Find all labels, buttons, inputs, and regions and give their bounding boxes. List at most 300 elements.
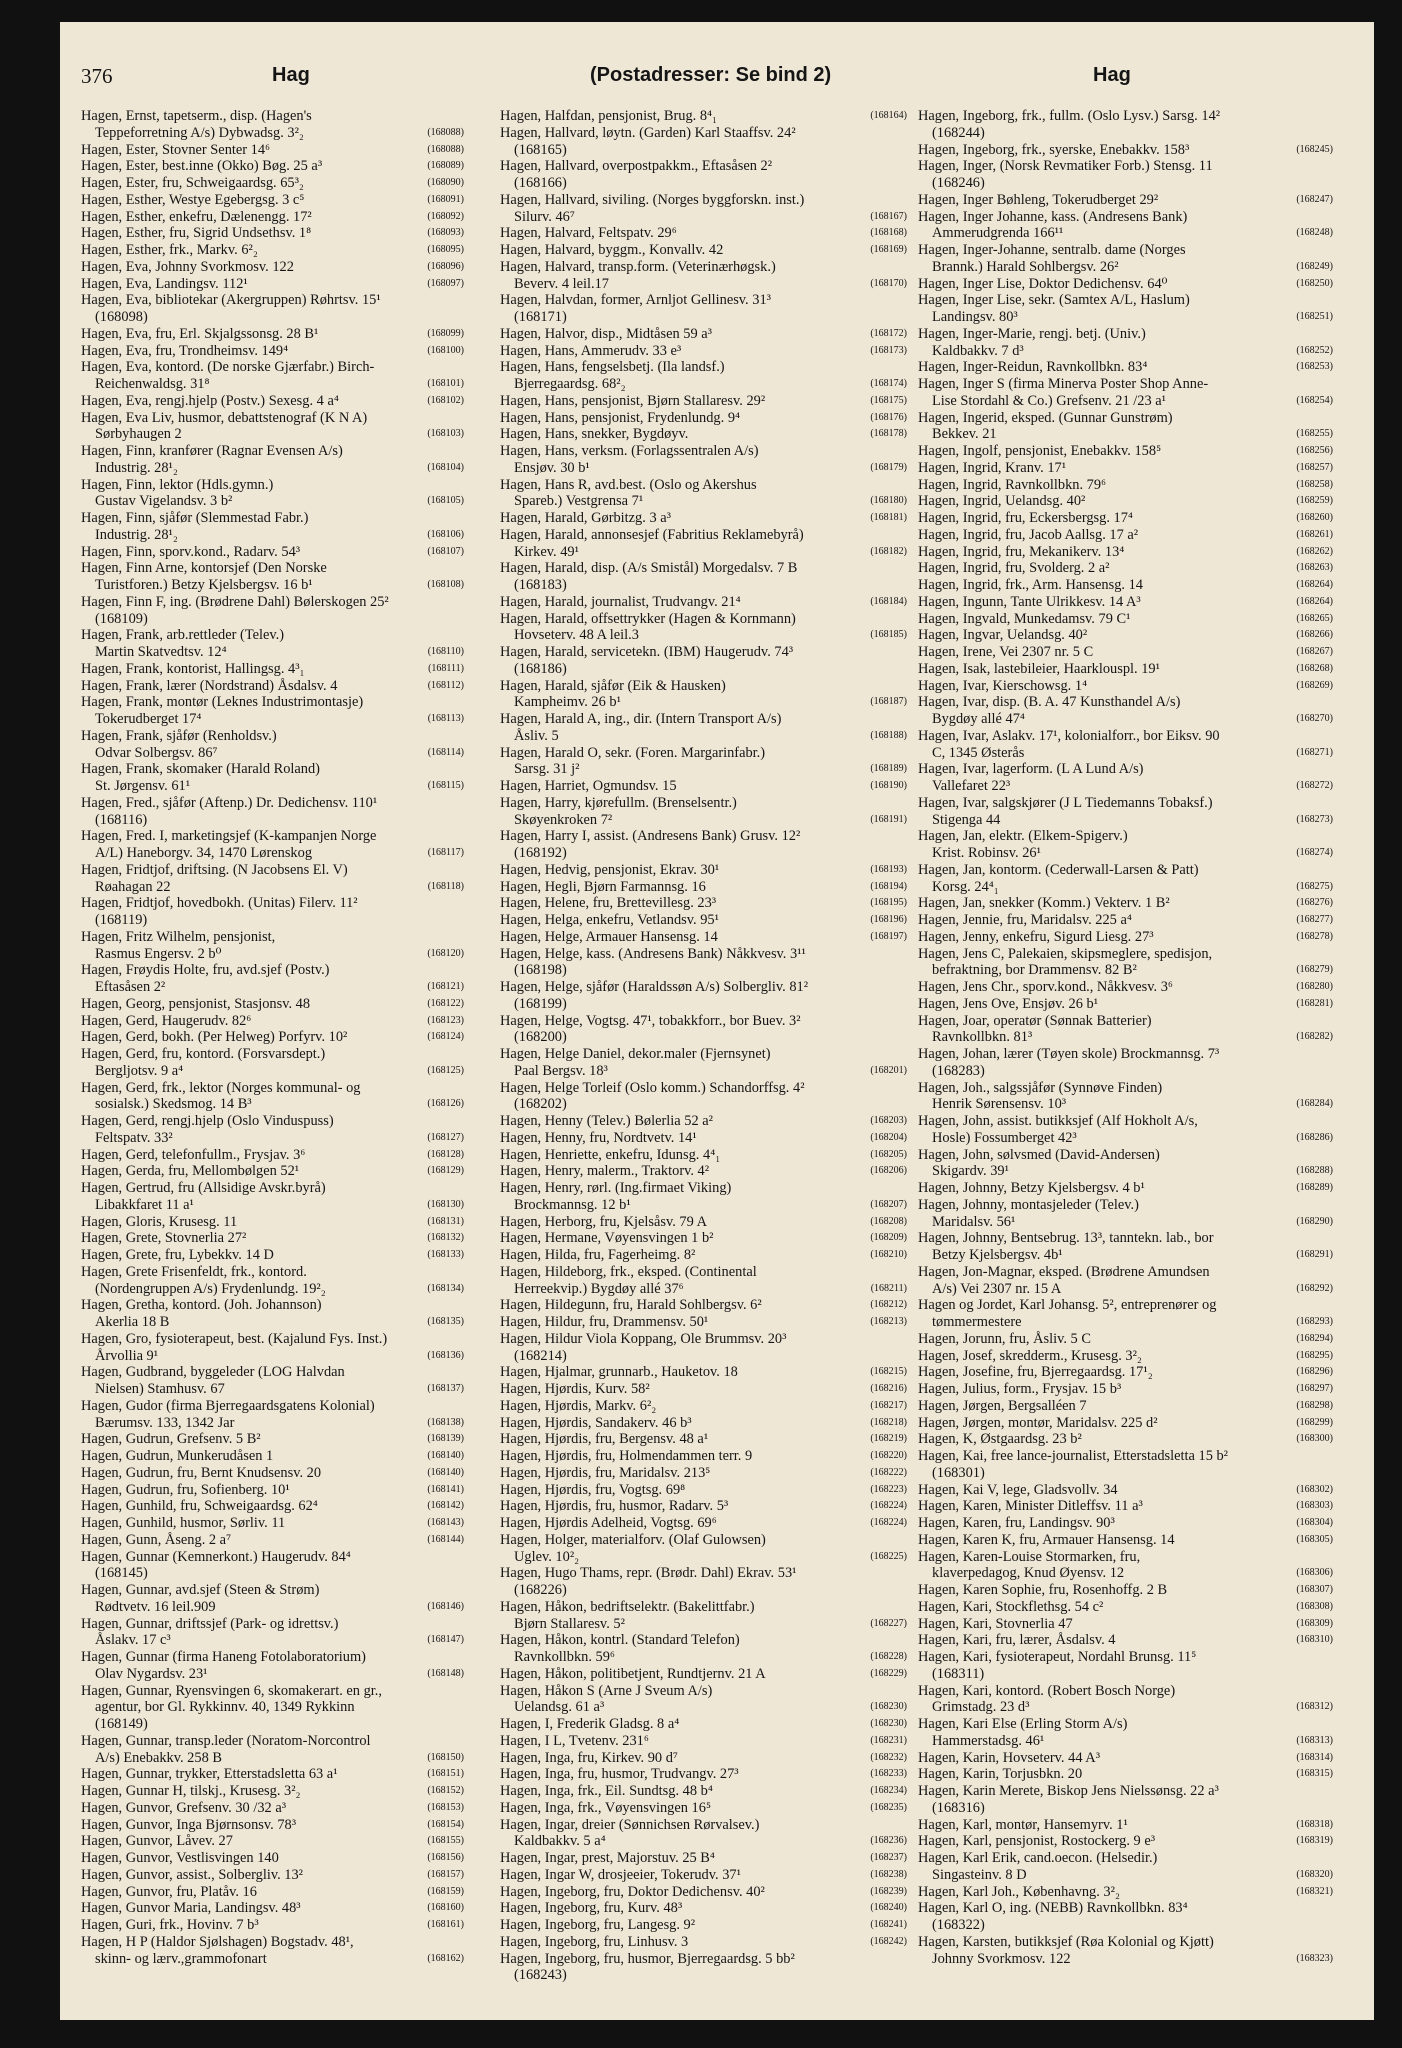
directory-entry: [500, 1850, 907, 1867]
directory-entry: [918, 1951, 1333, 1968]
directory-entry: [81, 627, 464, 644]
entry-text: Hagen, Ingeborg, frk., syerske, Enebakkv. 158³: [918, 141, 1190, 158]
entry-number: (168107): [427, 545, 464, 557]
directory-entry: [500, 1147, 907, 1164]
directory-entry: [918, 175, 1333, 192]
entry-text: Reichenwaldsg. 31⁸: [95, 376, 210, 392]
directory-entry: [918, 142, 1333, 159]
directory-entry: [918, 1716, 1333, 1733]
entry-number: (168319): [1296, 1835, 1333, 1847]
directory-entry: [918, 1482, 1333, 1499]
directory-entry: [81, 1448, 464, 1465]
directory-entry: [500, 1214, 907, 1231]
entry-text: Hagen, Harry I, assist. (Andresens Bank) Grusv. 12²: [500, 828, 801, 845]
entry-text: Hagen, Eva, Johnny Svorkmosv. 122: [81, 258, 294, 275]
directory-entry: [918, 711, 1333, 728]
directory-entry: [81, 1431, 464, 1448]
directory-entry: [918, 1348, 1333, 1365]
directory-entry: [81, 1482, 464, 1499]
entry-text: Hagen, Eva Liv, husmor, debattstenograf (K N A): [81, 409, 368, 426]
entry-number: (168181): [870, 512, 907, 523]
entry-text: Hagen, Inger-Marie, rengj. betj. (Univ.): [918, 325, 1146, 342]
entry-text: Hagen, Gunnar, trykker, Etterstadsletta 63 a¹: [81, 1766, 338, 1783]
entry-number: (168125): [427, 1064, 464, 1076]
entry-text: Hagen, Karin Merete, Biskop Jens Nielssønsg. 22 a³: [918, 1783, 1219, 1799]
directory-entry: [918, 1917, 1333, 1934]
directory-entry: [500, 493, 907, 510]
entry-text: (168301): [932, 1464, 985, 1481]
directory-entry: [81, 694, 464, 711]
directory-entry: [918, 912, 1333, 929]
directory-entry: [500, 1967, 907, 1984]
entry-number: (168097): [427, 277, 464, 289]
directory-entry: [81, 946, 464, 963]
entry-number: (168291): [1296, 1249, 1333, 1260]
entry-number: (168092): [427, 210, 464, 222]
entry-text: Hagen, Grete, fru, Lybekkv. 14 D: [81, 1247, 274, 1263]
directory-entry: [500, 1264, 907, 1281]
entry-text: Hagen, Gunvor, Vestlisvingen 140: [81, 1850, 279, 1866]
entry-number: (168113): [427, 713, 464, 724]
entry-text: Hagen, Jorunn, fru, Åsliv. 5 C: [918, 1330, 1091, 1347]
entry-number: (168306): [1296, 1567, 1333, 1579]
directory-entry: [918, 694, 1333, 711]
directory-entry: [81, 745, 464, 762]
entry-text: Hagen, Karen-Louise Stormarken, fru,: [918, 1548, 1141, 1565]
directory-entry: [500, 795, 907, 812]
entry-text: Hagen, Finn, lektor (Hdls.gymn.): [81, 476, 274, 493]
entry-number: (168241): [870, 1919, 907, 1930]
directory-entry: [500, 1398, 907, 1415]
directory-entry: [500, 359, 907, 376]
entry-text: Hagen, Hjørdis Adelheid, Vogtsg. 69⁶: [500, 1515, 717, 1531]
entry-text: Hagen, Henny, fru, Nordtvetv. 14¹: [500, 1129, 697, 1146]
directory-entry: [918, 1264, 1333, 1281]
entry-number: (168267): [1296, 646, 1333, 657]
entry-text: Hagen, Inger-Johanne, sentralb. dame (Norges: [918, 242, 1186, 258]
directory-entry: [918, 192, 1333, 209]
entry-text: Hagen, Inga, fru, Kirkev. 90 d⁷: [500, 1749, 678, 1766]
entry-text: Hagen, Johan, lærer (Tøyen skole) Brockmannsg. 7³: [918, 1046, 1220, 1062]
entry-number: (168095): [427, 244, 464, 255]
entry-text: Hagen, Henry, rørl. (Ing.firmaet Viking): [500, 1180, 732, 1196]
entry-number: (168264): [1296, 595, 1333, 607]
directory-entry: [500, 410, 907, 427]
entry-number: (168157): [427, 1868, 464, 1880]
directory-entry: [81, 443, 464, 460]
entry-number: (168174): [870, 378, 907, 389]
entry-number: (168191): [870, 813, 907, 825]
entry-text: Hagen, Josef, skredderm., Krusesg. 3²₂: [918, 1347, 1142, 1364]
entry-text: (168202): [514, 1096, 567, 1113]
entry-text: Olav Nygardsv. 23¹: [95, 1665, 208, 1682]
entry-number: (168318): [1296, 1818, 1333, 1830]
entry-number: (168091): [427, 193, 464, 205]
directory-entry: [500, 259, 907, 276]
entry-number: (168106): [427, 528, 464, 540]
directory-entry: [81, 1147, 464, 1164]
directory-entry: [81, 1616, 464, 1633]
directory-entry: [918, 1180, 1333, 1197]
entry-number: (168308): [1296, 1600, 1333, 1612]
entry-text: Hagen, Frank, skomaker (Harald Roland): [81, 761, 320, 778]
directory-entry: [918, 1113, 1333, 1130]
entry-number: (168220): [870, 1450, 907, 1461]
entry-text: Hagen, Gunnar, Ryensvingen 6, skomakerart. en gr.,: [81, 1682, 382, 1699]
entry-text: Hagen, Kari, Stovnerlia 47: [918, 1615, 1073, 1632]
directory-entry: [500, 644, 907, 661]
entry-text: Hagen, Hallvard, siviling. (Norges byggforskn. inst.): [500, 191, 805, 208]
entry-number: (168144): [427, 1533, 464, 1545]
directory-entry: [918, 644, 1333, 661]
directory-entry: [81, 979, 464, 996]
entry-text: Hagen, Gunnar, transp.leder (Noratom-Norcontrol: [81, 1732, 371, 1749]
entry-text: Hagen, Harriet, Ogmundsv. 15: [500, 778, 677, 794]
entry-text: Hagen, Hjørdis, fru, Holmendammen terr. 9: [500, 1448, 753, 1464]
entry-number: (168280): [1296, 981, 1333, 992]
directory-entry: [81, 309, 464, 326]
entry-text: Vallefaret 22³: [932, 778, 1011, 794]
directory-entry: [81, 1046, 464, 1063]
directory-page: [60, 22, 1374, 2020]
entry-number: (168172): [870, 327, 907, 339]
entry-text: Hagen, Isak, lastebileier, Haarklouspl. 19¹: [918, 660, 1160, 677]
entry-text: Hagen, Gunnar, avd.sjef (Steen & Strøm): [81, 1582, 320, 1598]
entry-text: Hagen, Ingunn, Tante Ulrikkesv. 14 A³: [918, 593, 1141, 610]
directory-entry: [81, 175, 464, 192]
directory-entry: [918, 1884, 1333, 1901]
directory-entry: [81, 493, 464, 510]
entry-text: Hagen, Harald, offsettrykker (Hagen & Kornmann): [500, 610, 796, 627]
entry-text: Hagen, Gunvor, Inga Bjørnsonsv. 78³: [81, 1816, 297, 1833]
entry-text: Hagen, Ingolf, pensjonist, Enebakkv. 158⁵: [918, 443, 1162, 459]
entry-text: Hagen, Eva, fru, Erl. Skjalgssonsg. 28 B¹: [81, 325, 319, 342]
directory-entry: [81, 761, 464, 778]
entry-text: Hagen, Gudor (firma Bjerregaardsgatens Kolonial): [81, 1397, 375, 1414]
entry-text: Hagen, Frank, sjåfør (Renholdsv.): [81, 727, 277, 744]
entry-number: (168189): [870, 763, 907, 775]
entry-text: Hagen, Hjørdis, Kurv. 58²: [500, 1381, 650, 1397]
entry-text: Hagen, Gunn, Åseng. 2 a⁷: [81, 1531, 232, 1548]
entry-number: (168310): [1296, 1634, 1333, 1646]
entry-text: Hagen, Gunnar (Kemnerkont.) Haugerudv. 84⁴: [81, 1548, 351, 1565]
entry-text: Hagen, Hjørdis, fru, Vogtsg. 69⁸: [500, 1481, 686, 1498]
entry-number: (168266): [1296, 629, 1333, 641]
entry-text: (168283): [932, 1062, 985, 1079]
entry-text: Hagen, Hermane, Vøyensvingen 1 b²: [500, 1230, 714, 1247]
entry-text: Hagen, Inga, frk., Vøyensvingen 16⁵: [500, 1799, 711, 1816]
entry-text: Hagen, Halfdan, pensjonist, Brug. 8⁴₁: [500, 108, 718, 124]
directory-entry: [918, 795, 1333, 812]
entry-text: Hagen, Ivar, salgskjører (J L Tiedemanns Tobaksf.): [918, 794, 1213, 811]
entry-text: Hagen, Karsten, butikksjef (Røa Kolonial og Kjøtt): [918, 1933, 1214, 1950]
directory-entry: [500, 1180, 907, 1197]
directory-entry: [918, 376, 1333, 393]
entry-text: Hagen, Karin, Torjusbkn. 20: [918, 1766, 1083, 1783]
directory-entry: [918, 343, 1333, 360]
directory-entry: [500, 1331, 907, 1348]
entry-text: Hagen, Gudbrand, byggeleder (LOG Halvdan: [81, 1364, 345, 1381]
directory-entry: [500, 1431, 907, 1448]
directory-entry: [918, 996, 1333, 1013]
directory-entry: [500, 1080, 907, 1097]
entry-text: Hagen, Henriette, enkefru, Idunsg. 4⁴₁: [500, 1146, 721, 1163]
directory-entry: [81, 728, 464, 745]
entry-number: (168195): [870, 897, 907, 909]
entry-text: Hagen, Inger S (firma Minerva Poster Shop Anne-: [918, 376, 1209, 392]
entry-text: Årvollia 9¹: [95, 1347, 159, 1364]
entry-number: (168298): [1296, 1399, 1333, 1411]
entry-number: (168236): [870, 1835, 907, 1847]
directory-entry: [500, 845, 907, 862]
entry-number: (168118): [427, 880, 464, 892]
entry-number: (168211): [870, 1282, 907, 1294]
directory-entry: [918, 510, 1333, 527]
entry-number: (168102): [427, 394, 464, 406]
entry-number: (168100): [427, 344, 464, 356]
entry-text: Hagen, Helge, sjåfør (Haraldssøn A/s) Solbergliv. 81²: [500, 979, 809, 995]
directory-entry: [918, 627, 1333, 644]
entry-number: (168204): [870, 1131, 907, 1143]
directory-entry: [500, 1900, 907, 1917]
entry-text: Martin Skatvedtsv. 12⁴: [95, 644, 227, 660]
entry-number: (168307): [1296, 1584, 1333, 1595]
directory-entry: [500, 912, 907, 929]
entry-text: Hagen, Gloris, Krusesg. 11: [81, 1213, 238, 1230]
entry-text: Hagen, Kari, fysioterapeut, Nordahl Brunsg. 11⁵: [918, 1649, 1197, 1665]
entry-number: (168196): [870, 914, 907, 925]
entry-text: Hagen, I, Frederik Gladsg. 8 a⁴: [500, 1716, 680, 1732]
entry-text: Hagen, Ivar, lagerform. (L A Lund A/s): [918, 761, 1144, 778]
entry-number: (168260): [1296, 512, 1333, 523]
directory-entry: [500, 1766, 907, 1783]
entry-number: (168237): [870, 1852, 907, 1863]
entry-text: Teppeforretning A/s) Dybwadsg. 3²₂: [95, 124, 304, 141]
entry-number: (168238): [870, 1868, 907, 1880]
entry-text: Hagen, Karen, Minister Ditleffsv. 11 a³: [918, 1498, 1143, 1515]
entry-number: (168133): [427, 1249, 464, 1260]
entry-text: sosialsk.) Skedsmog. 14 B³: [95, 1096, 252, 1113]
directory-entry: [81, 611, 464, 628]
directory-entry: [918, 1699, 1333, 1716]
entry-text: Hagen, Eva, Landingsv. 112¹: [81, 275, 248, 292]
directory-entry: [500, 326, 907, 343]
entry-number: (168210): [870, 1249, 907, 1260]
entry-text: (168200): [514, 1029, 567, 1046]
directory-entry: [81, 1884, 464, 1901]
entry-number: (168281): [1296, 997, 1333, 1009]
directory-entry: [81, 1297, 464, 1314]
entry-text: Hagen, Gunnar (firma Haneng Fotolaboratorium): [81, 1649, 366, 1665]
entry-text: Hagen, Ingeborg, fru, Langesg. 9²: [500, 1917, 696, 1933]
entry-text: Hagen, Gunvor, fru, Platåv. 16: [81, 1883, 257, 1900]
entry-text: Hagen, John, assist. butikksjef (Alf Hokholt A/s,: [918, 1113, 1198, 1129]
entry-text: agentur, bor Gl. Rykkinnv. 40, 1349 Rykkinn: [95, 1699, 355, 1716]
directory-entry: [500, 1783, 907, 1800]
directory-entry: [81, 1632, 464, 1649]
directory-entry: [918, 929, 1333, 946]
entry-number: (168142): [427, 1500, 464, 1512]
directory-entry: [81, 477, 464, 494]
directory-entry: [918, 326, 1333, 343]
entry-number: (168153): [427, 1801, 464, 1813]
entry-number: (168110): [427, 646, 464, 657]
directory-entry: [918, 1515, 1333, 1532]
entry-text: Hagen, Ivar, disp. (B. A. 47 Kunsthandel A/s): [918, 694, 1181, 711]
entry-text: Hagen, Jørgen, Bergsalléen 7: [918, 1397, 1087, 1414]
entry-text: A/s) Vei 2307 nr. 15 A: [932, 1280, 1062, 1297]
entry-text: Uelandsg. 61 a³: [514, 1699, 605, 1716]
column-2: [500, 108, 907, 2008]
entry-number: (168269): [1296, 679, 1333, 691]
directory-entry: [918, 1230, 1333, 1247]
entry-text: Hagen, Ingrid, fru, Svolderg. 2 a²: [918, 560, 1110, 577]
directory-entry: [81, 1264, 464, 1281]
entry-number: (168233): [870, 1768, 907, 1780]
directory-entry: [81, 125, 464, 142]
directory-entry: [918, 460, 1333, 477]
entry-text: Hagen, Ingeborg, fru, husmor, Bjerregaardsg. 5 bb²: [500, 1950, 795, 1967]
directory-entry: [918, 1498, 1333, 1515]
directory-entry: [918, 1314, 1333, 1331]
entry-number: (168289): [1296, 1182, 1333, 1193]
directory-entry: [500, 276, 907, 293]
directory-entry: [81, 1783, 464, 1800]
directory-entry: [81, 644, 464, 661]
directory-entry: [81, 192, 464, 209]
directory-entry: [81, 1582, 464, 1599]
entry-text: Hagen, Halvard, byggm., Konvallv. 42: [500, 242, 724, 258]
directory-entry: [918, 158, 1333, 175]
directory-entry: [918, 1364, 1333, 1381]
directory-entry: [500, 1281, 907, 1298]
entry-text: Sørbyhaugen 2: [95, 426, 182, 443]
directory-entry: [81, 1867, 464, 1884]
directory-entry: [500, 962, 907, 979]
directory-entry: [918, 1649, 1333, 1666]
directory-entry: [81, 1314, 464, 1331]
entry-text: Hagen, Helge, kass. (Andresens Bank) Nåkkvesv. 3¹¹: [500, 945, 806, 962]
entry-number: (168112): [427, 679, 464, 691]
directory-entry: [918, 1331, 1333, 1348]
entry-number: (168300): [1296, 1433, 1333, 1445]
entry-number: (168259): [1296, 495, 1333, 507]
entry-number: (168227): [870, 1617, 907, 1629]
directory-entry: [81, 393, 464, 410]
entry-text: Hagen, Gudrun, fru, Bernt Knudsensv. 20: [81, 1464, 322, 1481]
directory-entry: [81, 544, 464, 561]
entry-number: (168120): [427, 947, 464, 959]
entry-text: (168244): [932, 124, 985, 141]
entry-text: Maridalsv. 56¹: [932, 1213, 1016, 1230]
column-1: [81, 108, 464, 2008]
entry-text: Beverv. 4 leil.17: [514, 275, 609, 292]
directory-entry: [81, 1465, 464, 1482]
directory-entry: [81, 912, 464, 929]
entry-number: (168242): [870, 1935, 907, 1947]
directory-entry: [81, 510, 464, 527]
entry-text: Hagen, Eva, bibliotekar (Akergruppen) Røhrtsv. 15¹: [81, 292, 381, 309]
entry-text: Hagen, Hildegunn, fru, Harald Sohlbergsv. 6²: [500, 1297, 762, 1314]
entry-text: Hagen, Ingrid, fru, Jacob Aallsg. 17 a²: [918, 526, 1139, 543]
directory-entry: [500, 1884, 907, 1901]
directory-entry: [918, 292, 1333, 309]
directory-entry: [81, 410, 464, 427]
entry-text: Hagen, Jens Chr., sporv.kond., Nåkkvesv. 3⁶: [918, 979, 1173, 995]
directory-entry: [918, 1063, 1333, 1080]
directory-entry: [81, 460, 464, 477]
directory-entry: [81, 292, 464, 309]
directory-entry: [500, 728, 907, 745]
entry-text: Hagen, Hildur Viola Koppang, Ole Brummsv. 20³: [500, 1330, 787, 1347]
entry-text: Johnny Svorkmosv. 122: [932, 1950, 1071, 1967]
entry-number: (168313): [1296, 1734, 1333, 1746]
directory-entry: [81, 1364, 464, 1381]
directory-entry: [500, 594, 907, 611]
entry-text: Hagen, Hjørdis, Markv. 6²₂: [500, 1397, 657, 1414]
directory-entry: [500, 879, 907, 896]
directory-entry: [500, 1867, 907, 1884]
entry-number: (168263): [1296, 562, 1333, 574]
entry-text: Hagen, Harald, Gørbitzg. 3 a³: [500, 510, 671, 526]
directory-entry: [918, 477, 1333, 494]
entry-text: Hagen, Ingrid, frk., Arm. Hansensg. 14: [918, 577, 1144, 593]
entry-text: Hagen, Gudrun, Munkerudåsen 1: [81, 1448, 274, 1464]
directory-entry: [500, 828, 907, 845]
entry-text: Hagen, Jan, elektr. (Elkem-Spigerv.): [918, 828, 1128, 845]
entry-number: (168231): [870, 1734, 907, 1746]
entry-text: Hagen, Gro, fysioterapeut, best. (Kajalund Fys. Inst.): [81, 1330, 388, 1347]
entry-text: Hagen, Ingar, prest, Majorstuv. 25 B⁴: [500, 1850, 715, 1866]
entry-text: Hagen, Hedvig, pensjonist, Ekrav. 30¹: [500, 861, 720, 878]
entry-number: (168105): [427, 495, 464, 507]
entry-text: Hagen, Gunvor Maria, Landingsv. 48³: [81, 1900, 301, 1917]
entry-text: Hagen, Ingrid, fru, Eckersbergsg. 17⁴: [918, 510, 1133, 526]
directory-entry: [81, 1080, 464, 1097]
directory-entry: [500, 443, 907, 460]
directory-entry: [81, 1599, 464, 1616]
directory-entry: [500, 745, 907, 762]
directory-entry: [81, 895, 464, 912]
entry-number: (168140): [427, 1466, 464, 1478]
entry-text: Hagen, Gudrun, fru, Sofienberg. 10¹: [81, 1481, 290, 1498]
entry-number: (168146): [427, 1600, 464, 1612]
entry-text: Bergljotsv. 9 a⁴: [95, 1062, 184, 1079]
entry-text: Silurv. 46⁷: [514, 208, 575, 225]
directory-entry: [918, 1381, 1333, 1398]
directory-entry: [81, 1565, 464, 1582]
entry-number: (168309): [1296, 1617, 1333, 1629]
entry-text: Hagen, Gretha, kontord. (Joh. Johannson): [81, 1297, 322, 1314]
directory-entry: [500, 1113, 907, 1130]
entry-text: Hagen, Hildur, fru, Drammensv. 50¹: [500, 1314, 709, 1330]
entry-number: (168138): [427, 1416, 464, 1428]
entry-text: Kaldbakkv. 5 a⁴: [514, 1833, 606, 1850]
entry-number: (168240): [870, 1902, 907, 1914]
directory-entry: [500, 510, 907, 527]
entry-text: Hagen, Kai V, lege, Gladsvollv. 34: [918, 1481, 1118, 1498]
directory-entry: [500, 1029, 907, 1046]
directory-entry: [918, 1934, 1333, 1951]
directory-entry: [918, 1766, 1333, 1783]
directory-entry: [500, 1297, 907, 1314]
entry-number: (168234): [870, 1785, 907, 1796]
entry-number: (168299): [1296, 1416, 1333, 1428]
entry-text: Hagen, Ingeborg, fru, Doktor Dedichensv. 40²: [500, 1883, 765, 1900]
entry-number: (168201): [870, 1064, 907, 1076]
entry-text: Brannk.) Harald Sohlbergsv. 26²: [932, 258, 1119, 275]
entry-text: Brockmannsg. 12 b¹: [514, 1196, 631, 1213]
